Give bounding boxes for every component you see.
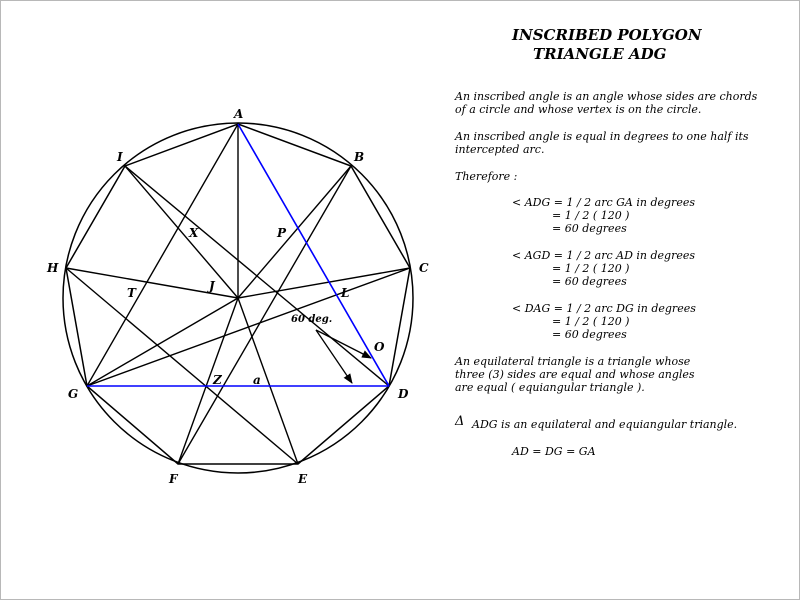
radius-j-b — [238, 166, 351, 298]
vertex-label-c: C — [419, 261, 429, 275]
diagonal-a-g — [87, 124, 238, 386]
vertex-label-g: G — [68, 387, 79, 401]
angle-note: 60 deg. — [291, 314, 333, 325]
point-label-x: X — [189, 226, 199, 240]
point-label-z: Z — [213, 373, 222, 387]
radius-j-i — [125, 166, 238, 298]
equality-statement: AD = DG = GA — [512, 445, 596, 458]
vertex-label-i: I — [117, 150, 123, 164]
equilateral-def-line-3: are equal ( equiangular triangle ). — [455, 381, 645, 394]
angle-dag-line-3: = 60 degrees — [552, 328, 627, 341]
equilateral-def-line-2: three (3) sides are equal and whose angles — [455, 368, 695, 381]
point-label-o: O — [374, 340, 385, 354]
triangle-side-ad — [238, 124, 389, 386]
angle-agd-line-1: < AGD = 1 / 2 arc AD in degrees — [512, 249, 696, 262]
vertex-label-f: F — [169, 472, 178, 486]
vertex-label-b: B — [354, 150, 365, 164]
title-line-1: INSCRIBED POLYGON — [512, 26, 702, 44]
angle-adg-line-3: = 60 degrees — [552, 222, 627, 235]
point-label-a-small: a — [253, 373, 261, 387]
therefore-label: Therefore : — [455, 170, 518, 183]
radius-j-f — [178, 298, 238, 464]
theorem-line-2: intercepted arc. — [455, 143, 545, 156]
vertex-label-e: E — [298, 472, 308, 486]
equilateral-def-line-1: An equilateral triangle is a triangle whose — [455, 355, 691, 368]
vertex-label-h: H — [47, 261, 59, 275]
vertex-label-a: A — [234, 107, 244, 121]
title-line-2: TRIANGLE ADG — [533, 45, 667, 63]
point-label-t: T — [127, 286, 136, 300]
point-label-j: J — [209, 279, 215, 293]
conclusion-text: ADG is an equilateral and equiangular triangle. — [472, 418, 738, 431]
definition-line-2: of a circle and whose vertex is on the circle. — [455, 103, 702, 116]
theorem-line-1: An inscribed angle is equal in degrees to one half its — [455, 130, 749, 143]
point-label-l: L — [341, 286, 350, 300]
vertex-label-d: D — [398, 387, 409, 401]
angle-adg-line-2: = 1 / 2 ( 120 ) — [552, 209, 630, 222]
point-label-p: P — [277, 226, 287, 240]
angle-dag-line-2: = 1 / 2 ( 120 ) — [552, 315, 630, 328]
arrow-to-d-angle — [316, 330, 352, 383]
arrow-to-o — [316, 330, 371, 358]
triangle-symbol-icon: Δ — [455, 414, 465, 429]
angle-dag-line-1: < DAG = 1 / 2 arc DG in degrees — [512, 302, 696, 315]
angle-agd-line-2: = 1 / 2 ( 120 ) — [552, 262, 630, 275]
angle-agd-line-3: = 60 degrees — [552, 275, 627, 288]
angle-adg-line-1: < ADG = 1 / 2 arc GA in degrees — [512, 196, 695, 209]
angle-arrows — [316, 330, 371, 383]
definition-line-1: An inscribed angle is an angle whose sides are chords — [455, 90, 758, 103]
